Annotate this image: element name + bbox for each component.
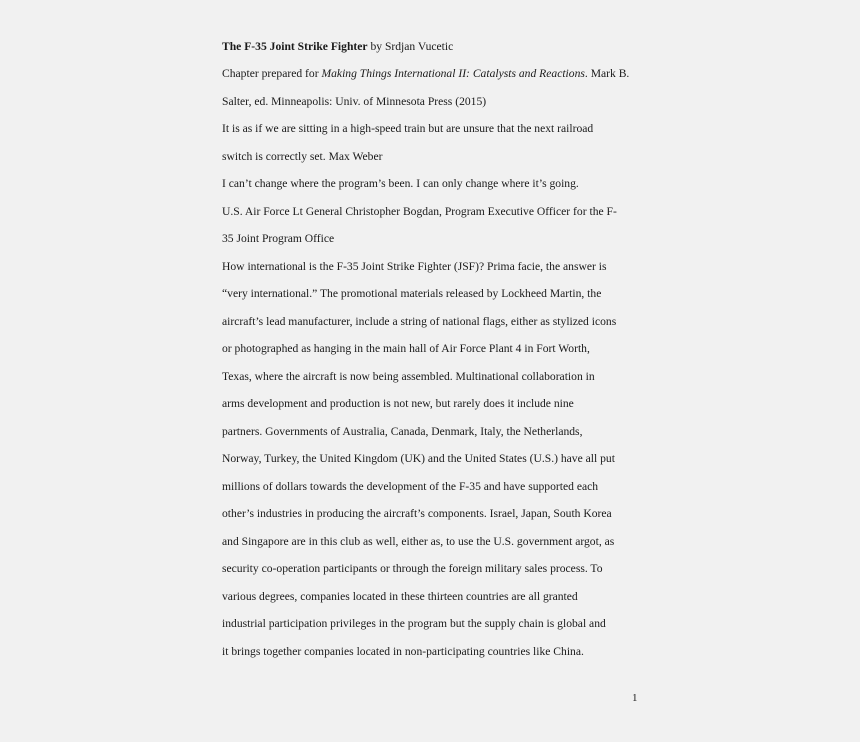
body-line: other’s industries in producing the aircraft’s components. Israel, Japan, South Korea (222, 507, 612, 520)
book-title: Making Things International II: Catalysts and Reactions (321, 67, 585, 80)
epigraph-bogdan-line-3: 35 Joint Program Office (222, 232, 335, 245)
article-title: The F-35 Joint Strike Fighter (222, 40, 368, 53)
page-number: 1 (632, 692, 638, 704)
body-line: partners. Governments of Australia, Canada, Denmark, Italy, the Netherlands, (222, 425, 583, 438)
epigraph-bogdan-line-1: I can’t change where the program’s been. I can only change where it’s going. (222, 177, 579, 190)
body-line: security co-operation participants or through the foreign military sales process. To (222, 562, 603, 575)
body-line: Norway, Turkey, the United Kingdom (UK) and the United States (U.S.) have all put (222, 452, 615, 465)
body-line: aircraft’s lead manufacturer, include a string of national flags, either as stylized icons (222, 315, 617, 328)
body-line: millions of dollars towards the development of the F-35 and have supported each (222, 480, 599, 493)
body-line: arms development and production is not new, but rarely does it include nine (222, 397, 574, 410)
body-line: “very international.” The promotional materials released by Lockheed Martin, the (222, 287, 602, 300)
epigraph-weber-line-2: switch is correctly set. Max Weber (222, 150, 383, 163)
body-line: it brings together companies located in non-participating countries like China. (222, 645, 584, 658)
title-line (222, 40, 453, 54)
body-line: and Singapore are in this club as well, either as, to use the U.S. government argot, as (222, 535, 615, 548)
epigraph-bogdan-line-2: U.S. Air Force Lt General Christopher Bogdan, Program Executive Officer for the F- (222, 205, 617, 218)
chapter-line-1: Chapter prepared for Making Things International II: Catalysts and Reactions. Mark B. (222, 67, 630, 80)
chapter-line-2: Salter, ed. Minneapolis: Univ. of Minnesota Press (2015) (222, 95, 487, 108)
author-byline: by Srdjan Vucetic (367, 40, 454, 53)
body-line: various degrees, companies located in these thirteen countries are all granted (222, 590, 578, 603)
body-line: How international is the F-35 Joint Strike Fighter (JSF)? Prima facie, the answer is (222, 260, 607, 273)
body-line: Texas, where the aircraft is now being assembled. Multinational collaboration in (222, 370, 595, 383)
body-line: industrial participation privileges in the program but the supply chain is global and (222, 617, 606, 630)
body-line: or photographed as hanging in the main hall of Air Force Plant 4 in Fort Worth, (222, 342, 590, 355)
epigraph-weber-line-1: It is as if we are sitting in a high-speed train but are unsure that the next railroad (222, 122, 594, 135)
